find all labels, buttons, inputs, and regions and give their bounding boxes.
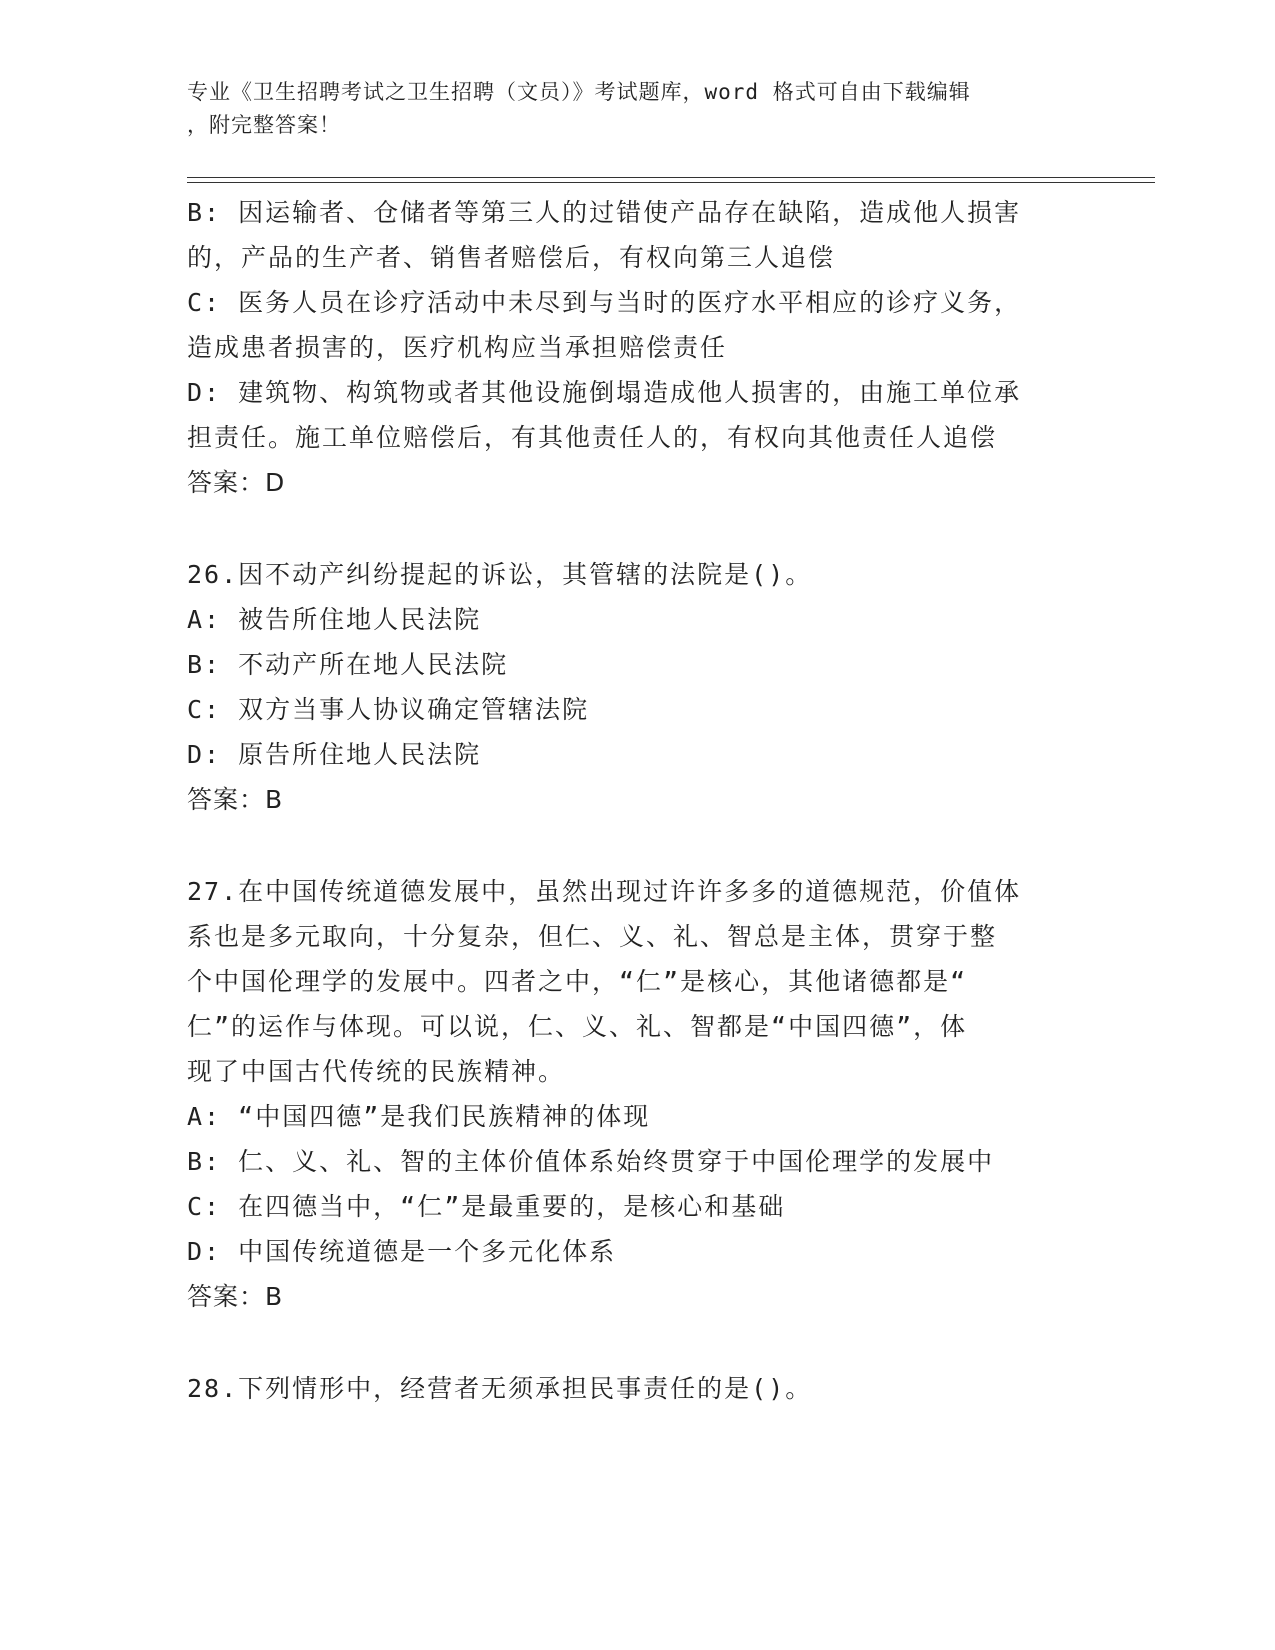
question-26-option-a: A: 被告所住地人民法院 bbox=[187, 605, 482, 634]
question-27-option-a: A: “中国四德”是我们民族精神的体现 bbox=[187, 1102, 651, 1131]
question-spacer bbox=[187, 1319, 1087, 1366]
document-header bbox=[187, 76, 1087, 142]
question-list bbox=[187, 190, 1087, 1411]
answer-q27: 答案：B bbox=[187, 1282, 284, 1311]
question-spacer bbox=[187, 505, 1087, 552]
option-d-line-1: D: 建筑物、构筑物或者其他设施倒塌造成他人损害的，由施工单位承 bbox=[187, 378, 1022, 407]
header-divider-top bbox=[187, 177, 1155, 178]
option-c-line-2: 造成患者损害的，医疗机构应当承担赔偿责任 bbox=[187, 333, 728, 362]
question-25-tail bbox=[187, 190, 1087, 505]
answer-q26: 答案：B bbox=[187, 785, 284, 814]
question-27-option-d: D: 中国传统道德是一个多元化体系 bbox=[187, 1237, 617, 1266]
question-27-stem-line-3: 个中国伦理学的发展中。四者之中，“仁”是核心，其他诸德都是“ bbox=[187, 967, 968, 996]
question-27-stem-line-5: 现了中国古代传统的民族精神。 bbox=[187, 1057, 566, 1086]
question-26-stem: 26.因不动产纠纷提起的诉讼，其管辖的法院是()。 bbox=[187, 560, 813, 589]
option-b-line-1: B: 因运输者、仓储者等第三人的过错使产品存在缺陷，造成他人损害 bbox=[187, 198, 1022, 227]
header-divider-bottom bbox=[187, 182, 1155, 183]
question-28-stem: 28.下列情形中，经营者无须承担民事责任的是()。 bbox=[187, 1374, 813, 1403]
header-line-2: ，附完整答案！ bbox=[187, 113, 341, 137]
question-26-option-c: C: 双方当事人协议确定管辖法院 bbox=[187, 695, 590, 724]
header-line-1: 专业《卫生招聘考试之卫生招聘（文员）》考试题库，word 格式可自由下载编辑 bbox=[187, 80, 971, 104]
question-27 bbox=[187, 869, 1087, 1319]
option-c-line-1: C: 医务人员在诊疗活动中未尽到与当时的医疗水平相应的诊疗义务， bbox=[187, 288, 1022, 317]
question-27-stem-line-4: 仁”的运作与体现。可以说，仁、义、礼、智都是“中国四德”，体 bbox=[187, 1012, 968, 1041]
question-27-stem-line-2: 系也是多元取向，十分复杂，但仁、义、礼、智总是主体，贯穿于整 bbox=[187, 922, 998, 951]
answer-q25: 答案：D bbox=[187, 468, 286, 497]
question-26 bbox=[187, 552, 1087, 822]
question-27-option-b: B: 仁、义、礼、智的主体价值体系始终贯穿于中国伦理学的发展中 bbox=[187, 1147, 995, 1176]
question-27-option-c: C: 在四德当中，“仁”是最重要的，是核心和基础 bbox=[187, 1192, 786, 1221]
question-26-option-d: D: 原告所住地人民法院 bbox=[187, 740, 482, 769]
option-d-line-2: 担责任。施工单位赔偿后，有其他责任人的，有权向其他责任人追偿 bbox=[187, 423, 998, 452]
question-26-option-b: B: 不动产所在地人民法院 bbox=[187, 650, 509, 679]
question-spacer bbox=[187, 822, 1087, 869]
question-27-stem-line-1: 27.在中国传统道德发展中，虽然出现过许许多多的道德规范，价值体 bbox=[187, 877, 1022, 906]
option-b-line-2: 的，产品的生产者、销售者赔偿后，有权向第三人追偿 bbox=[187, 243, 836, 272]
question-28 bbox=[187, 1366, 1087, 1411]
